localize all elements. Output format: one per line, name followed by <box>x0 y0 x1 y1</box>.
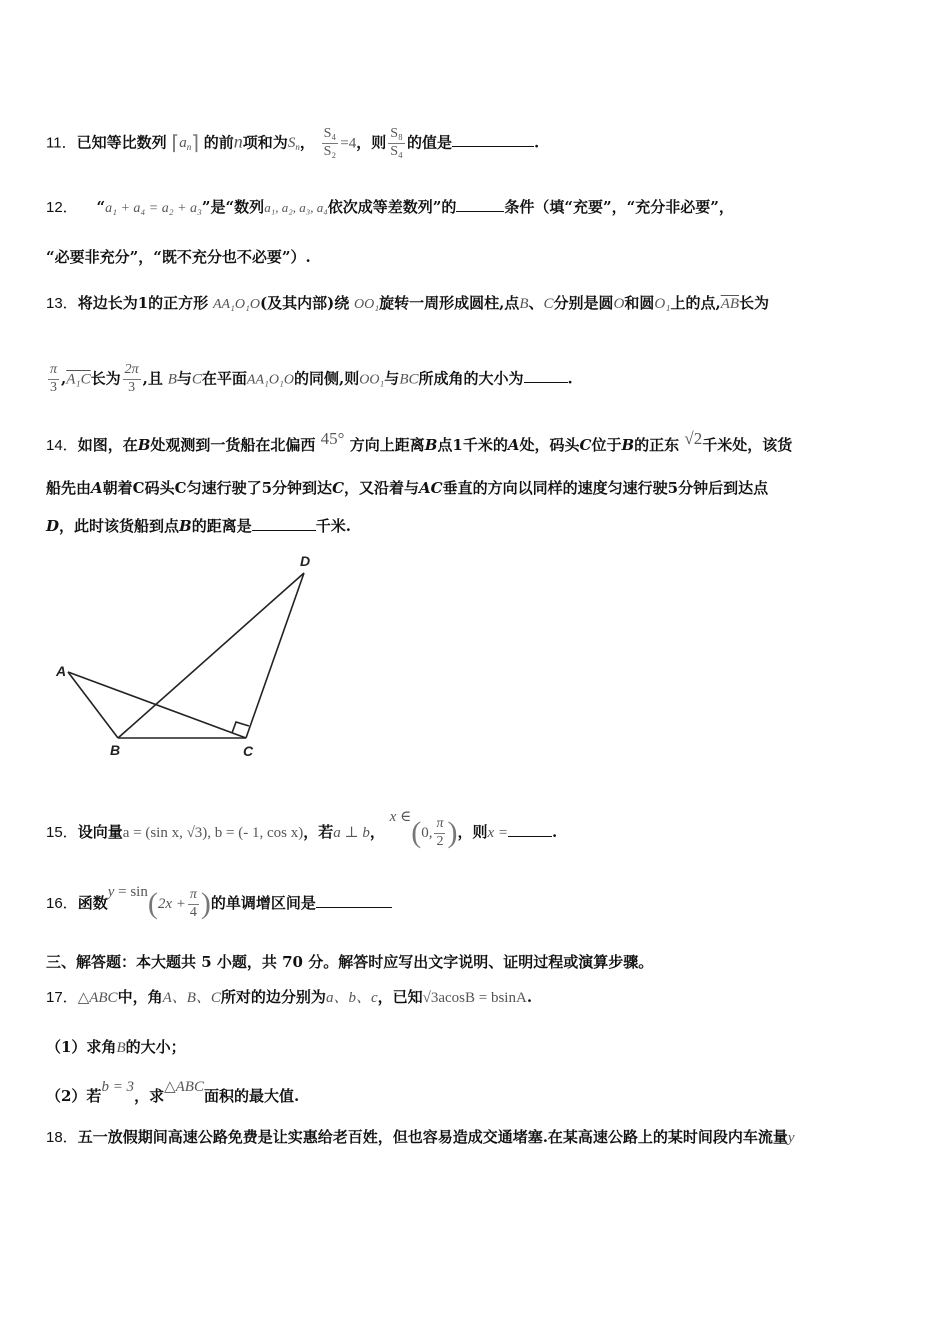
question-number: 16． <box>46 895 78 912</box>
question-16: 16．函数y = sin(2x + $\frac{\pi}{4}$ )的单调增区间是 <box>46 885 392 921</box>
question-12-line2: “必要非充分”，“既不充分也不必要”）. <box>46 248 311 266</box>
question-number: 18． <box>46 1129 78 1146</box>
given-condition: √3acosB = bsinA <box>422 990 527 1006</box>
segment-ac <box>68 672 246 738</box>
section-3-heading: 三、解答题：本大题共 5 小题，共 70 分。解答时应写出文字说明、证明过程或演算步骤。 <box>46 953 654 971</box>
question-17-part-2: （2）若b = 3，求△ABC面积的最大值. <box>46 1079 300 1105</box>
arc-ab: $\overline{AB}$ <box>720 296 740 312</box>
fraction-s8-s4: $\frac{\text{S₈}}{\text{S₄}}$ <box>390 126 403 159</box>
triangle-figure <box>46 545 326 760</box>
question-14: 14．如图，在B处观测到一货船在北偏西 45° 方向上距离B点1千米的A处，码头C位于B的正东 √2千米处，该货 <box>46 429 793 454</box>
answer-blank <box>508 835 552 837</box>
answer-blank <box>452 145 534 147</box>
question-12: 12． “a₁ + a₄ = a₂ + a₃”是“数列a₁, a₂, a₃, a₄依次成等差数列”的 条件（填“充要”，“充分非必要”， <box>46 198 734 216</box>
arc-a1c: A₁C <box>66 371 91 388</box>
question-number: 13． <box>46 295 78 312</box>
answer-blank <box>252 529 316 531</box>
question-14-line2: 船先由A朝着C码头C匀速行驶了5分钟到达C，又沿着与AC垂直的方向以同样的速度匀速行驶5分钟后到达点 <box>46 479 769 497</box>
question-number: 17． <box>46 989 78 1006</box>
sequence-symbol: $a_n$ <box>179 135 192 153</box>
sum-symbol: $S_n$ <box>287 135 300 153</box>
question-14-line3: D，此时该货船到点B的距离是 千米. <box>46 517 351 535</box>
fraction-s4-s2: $\frac{\text{S₄}}{\text{S₂}}$ <box>323 126 337 159</box>
question-13: 13．将边长为1的正方形 AA₁O₁O(及其内部)绕 OO₁旋转一周形成圆柱,点B、C分别是圆O和圆O₁上的点$,\overline{AB}$长为 <box>46 294 770 312</box>
right-angle-mark <box>232 722 249 733</box>
label-a: A <box>56 663 67 679</box>
label-b: B <box>110 742 121 758</box>
question-number: 11． <box>46 134 77 152</box>
question-18: 18．五一放假期间高速公路免费是让实惠给老百姓，但也容易造成交通堵塞.在某高速公路上的某时间段内车流量y <box>46 1128 795 1146</box>
condition-expression: a₁ + a₄ = a₂ + a₃ <box>105 201 202 216</box>
answer-blank <box>456 210 504 212</box>
label-c: C <box>243 743 254 759</box>
segment-bd <box>118 573 304 738</box>
answer-blank <box>524 381 568 383</box>
function-expression: y = sin <box>107 884 148 900</box>
question-11: 11．已知等比数列 $⌈a_n⌉$ 的前n项和为$S_n$， $\frac{\text{S₄}}{\text{S₂}}$ =4，则 $\frac{\text{S₈}}{\text{S₄}}$ 的值是 . <box>46 126 540 159</box>
answer-blank <box>316 906 392 908</box>
question-17: 17．△ABC中，角A、B、C所对的边分别为a、b、c，已知√3acosB = bsinA. <box>46 988 533 1006</box>
question-number: 14． <box>46 437 78 454</box>
question-number: 15． <box>46 824 78 841</box>
sqrt-two: √2 <box>684 429 703 448</box>
question-13-line2: $\frac{\pi}{3}$ ,A₁C长为 $\frac{2\pi}{3}$ ,且 B与C在平面AA₁O₁O的同侧,则OO₁与BC所成角的大小为 . <box>50 362 573 395</box>
label-d: D <box>300 553 311 569</box>
bearing-angle: 45° <box>320 429 345 448</box>
question-15: 15．设向量a = (sin x, √3), b = (- 1, cos x)，若a ⊥ b， x ∈(0, $\frac{\pi}{2}$ )，则x = . <box>46 809 558 849</box>
question-number: 12． <box>46 199 78 216</box>
sequence-terms: a₁, a₂, a₃, a₄ <box>264 200 328 215</box>
question-17-part-1: （1）求角B的大小； <box>46 1038 186 1056</box>
vector-expression: a = (sin x, √3), b = (- 1, cos x) <box>122 825 304 841</box>
